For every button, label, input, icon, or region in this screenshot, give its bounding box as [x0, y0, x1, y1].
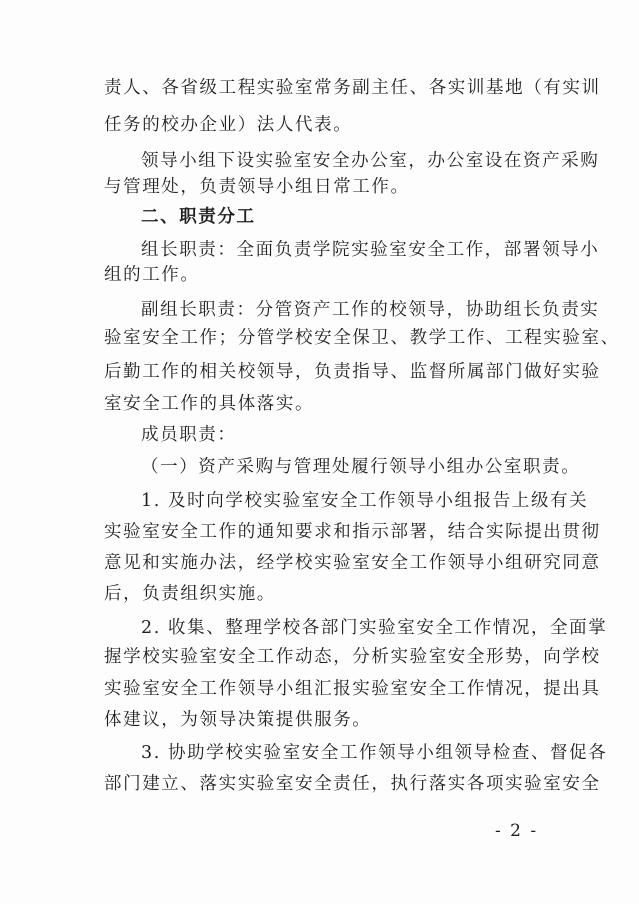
text-line: 领导小组下设实验室安全办公室，办公室设在资产采购 — [141, 151, 600, 171]
text-line: 后勤工作的相关校领导，负责指导、监督所属部门做好实验 — [104, 362, 601, 382]
text-line: 1. 及时向学校实验室安全工作领导小组报告上级有关 — [141, 491, 589, 511]
text-line: 组长职责：全面负责学院实验室安全工作，部署领导小 — [141, 240, 600, 260]
text-line: 责人、各省级工程实验室常务副主任、各实训基地（有实训 — [104, 78, 601, 98]
text-line: 部门建立、落实实验室安全责任，执行落实各项实验室安全 — [104, 774, 601, 794]
text-line: 组的工作。 — [104, 265, 200, 285]
text-line: 实验室安全工作的通知要求和指示部署，结合实际提出贯彻 — [104, 522, 601, 542]
text-line: 成员职责： — [141, 425, 237, 445]
text-line: 室安全工作的具体落实。 — [104, 394, 315, 414]
text-line: （一）资产采购与管理处履行领导小组办公室职责。 — [141, 457, 581, 477]
section-heading: 二、职责分工 — [141, 207, 256, 227]
text-line: 副组长职责：分管资产工作的校领导，协助组长负责实 — [141, 300, 600, 320]
text-line: 握学校实验室安全工作动态，分析实验室安全形势，向学校 — [104, 647, 601, 667]
text-line: 任务的校办企业）法人代表。 — [104, 115, 353, 135]
page-number: - 2 - — [495, 821, 539, 841]
text-line: 体建议，为领导决策提供服务。 — [104, 710, 372, 730]
text-line: 意见和实施办法，经学校实验室安全工作领导小组研究同意 — [104, 553, 601, 573]
text-line: 3. 协助学校实验室安全工作领导小组领导检查、督促各 — [141, 743, 608, 763]
text-line: 2. 收集、整理学校各部门实验室安全工作情况，全面掌 — [141, 618, 608, 638]
text-line: 后，负责组织实施。 — [104, 584, 276, 604]
text-line: 验室安全工作；分管学校安全保卫、教学工作、工程实验室、 — [104, 328, 620, 348]
text-line: 与管理处，负责领导小组日常工作。 — [104, 177, 410, 197]
text-line: 实验室安全工作领导小组汇报实验室安全工作情况，提出具 — [104, 679, 601, 699]
